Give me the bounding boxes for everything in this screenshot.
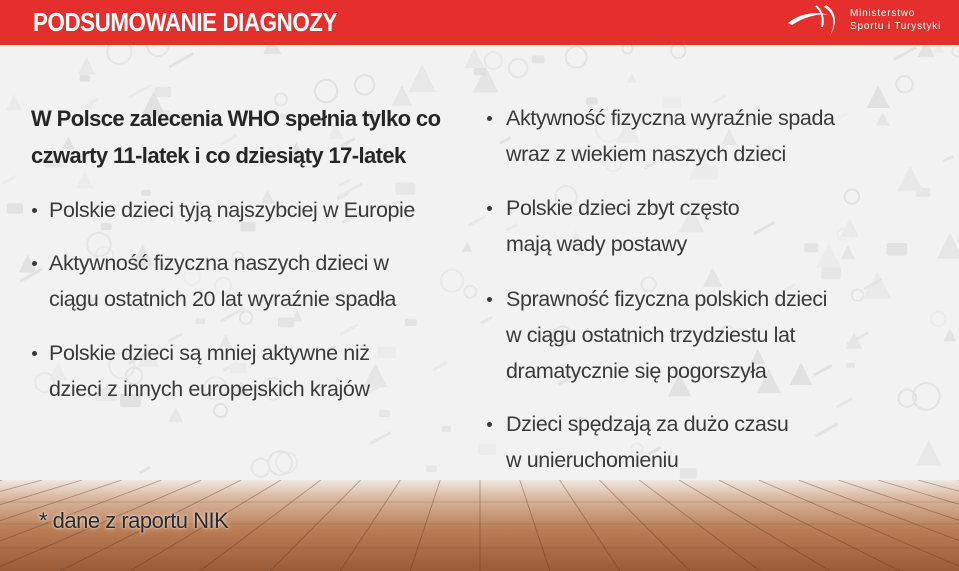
bullet-dot-icon <box>487 422 492 427</box>
pattern-shape <box>474 68 486 76</box>
pattern-shape <box>462 242 472 252</box>
pattern-shape <box>6 94 22 110</box>
bullet-dot-icon <box>487 116 492 121</box>
pattern-shape <box>263 45 281 54</box>
pattern-shape <box>195 318 205 324</box>
pattern-shape <box>441 270 463 292</box>
pattern-shape <box>937 233 959 259</box>
pattern-shape <box>852 289 864 301</box>
left-bullet-2: Aktywność fizyczna naszych dzieci w ciągu ostatnich 20 lat wyraźnie spadła <box>49 245 396 317</box>
pattern-shape <box>405 319 417 326</box>
pattern-shape <box>509 59 527 77</box>
pattern-shape <box>252 459 270 477</box>
bullet-dot-icon <box>487 297 492 302</box>
pattern-shape <box>622 45 632 54</box>
bullet-dot-icon <box>32 351 37 356</box>
pattern-shape <box>917 45 935 57</box>
header-bar <box>0 0 959 45</box>
floor-plank-seam <box>679 480 830 571</box>
ministry-logo <box>786 3 946 39</box>
pattern-shape <box>433 362 447 370</box>
pattern-shape <box>278 318 294 328</box>
pattern-shape <box>841 245 855 259</box>
pattern-shape <box>845 189 859 203</box>
page-title: PODSUMOWANIE DIAGNOZY <box>33 7 338 37</box>
pattern-shape <box>107 45 131 64</box>
pattern-shape <box>821 267 840 279</box>
right-bullet-1: Aktywność fizyczna wyraźnie spada wraz z wiekiem naszych dzieci <box>506 100 835 172</box>
pattern-shape <box>478 444 496 455</box>
pattern-shape <box>168 407 183 422</box>
pattern-shape <box>837 399 852 407</box>
left-bullet-3: Polskie dzieci są mniej aktywne niż dzieci z innych europejskich krajów <box>49 335 370 407</box>
right-bullet-3: Sprawność fizyczna polskich dzieci w ciągu ostatnich trzydziestu lat dramatycznie się pogorszyła <box>506 281 827 389</box>
right-bullet-2: Polskie dzieci zbyt często mają wady postawy <box>506 190 739 262</box>
pattern-shape <box>894 47 916 59</box>
pattern-shape <box>426 466 437 473</box>
left-heading-line2: czwarty 11-latek i co dziesiąty 17-latek <box>31 143 406 168</box>
floor-plank-seam <box>560 480 620 571</box>
pattern-shape <box>816 424 838 436</box>
pattern-shape <box>2 176 16 184</box>
pattern-shape <box>943 329 956 342</box>
pattern-shape <box>846 363 855 368</box>
pattern-shape <box>464 286 476 298</box>
pattern-shape <box>338 180 350 186</box>
pattern-shape <box>79 75 90 82</box>
pattern-shape <box>532 56 545 64</box>
floor-plank-seam <box>340 480 400 571</box>
pattern-shape <box>377 347 396 359</box>
floor-plank-seam <box>410 480 440 571</box>
bullet-dot-icon <box>487 206 492 211</box>
floor-plank-seam <box>270 480 361 571</box>
pattern-shape <box>887 243 907 256</box>
pattern-shape <box>816 243 841 268</box>
pattern-shape <box>804 243 818 252</box>
pattern-shape <box>155 87 171 97</box>
pattern-shape <box>916 440 941 465</box>
pattern-shape <box>481 317 492 323</box>
floor-plank-seam <box>520 480 550 571</box>
pattern-shape <box>140 467 150 473</box>
bullet-dot-icon <box>32 261 37 266</box>
footnote: * dane z raportu NIK <box>39 508 229 533</box>
floor-plank-seam <box>719 480 900 571</box>
pattern-shape <box>754 222 774 233</box>
pattern-shape <box>485 52 502 69</box>
pattern-shape <box>931 312 945 326</box>
pattern-shape <box>169 54 193 67</box>
pattern-shape <box>897 166 923 192</box>
pattern-shape <box>129 85 152 98</box>
pattern-shape <box>896 76 912 92</box>
logo-text-line1: Ministerstwo <box>850 8 916 19</box>
pattern-shape <box>469 216 486 225</box>
floor-plank-seam <box>759 480 959 571</box>
pattern-shape <box>952 46 959 56</box>
pattern-shape <box>838 114 847 119</box>
right-bullet-4: Dzieci spędzają za dużo czasu w unieruchomieniu <box>506 406 788 478</box>
left-heading <box>31 100 481 174</box>
floor-plank-seam <box>0 480 2 571</box>
pattern-shape <box>408 64 436 92</box>
left-bullet-1: Polskie dzieci tyją najszybciej w Europie <box>49 192 415 228</box>
pattern-shape <box>370 432 390 443</box>
floor-plank-seam <box>599 480 690 571</box>
pattern-shape <box>315 80 337 102</box>
pattern-shape <box>876 112 889 125</box>
pattern-shape <box>379 410 390 417</box>
pattern-shape <box>863 271 891 299</box>
pattern-shape <box>442 426 452 432</box>
floor-plank-seam <box>639 480 760 571</box>
pattern-shape <box>355 75 374 94</box>
pattern-shape <box>340 324 358 334</box>
pattern-shape <box>627 73 637 83</box>
pattern-shape <box>7 203 23 213</box>
pattern-shape <box>464 48 484 68</box>
pattern-shape <box>933 45 945 53</box>
floor-plank-seam <box>838 480 959 571</box>
logo-mark-icon <box>786 3 844 39</box>
pattern-shape <box>671 45 685 58</box>
pattern-shape <box>276 452 297 473</box>
pattern-shape <box>943 156 953 162</box>
pattern-shape <box>147 45 168 56</box>
left-heading-line1: W Polsce zalecenia WHO spełnia tylko co <box>31 106 441 131</box>
pattern-shape <box>913 383 940 410</box>
pattern-shape <box>78 57 95 74</box>
pattern-shape <box>867 85 890 108</box>
bullet-dot-icon <box>32 208 37 213</box>
pattern-shape <box>566 47 587 68</box>
logo-text-line2: Sportu i Turystyki <box>850 21 942 32</box>
